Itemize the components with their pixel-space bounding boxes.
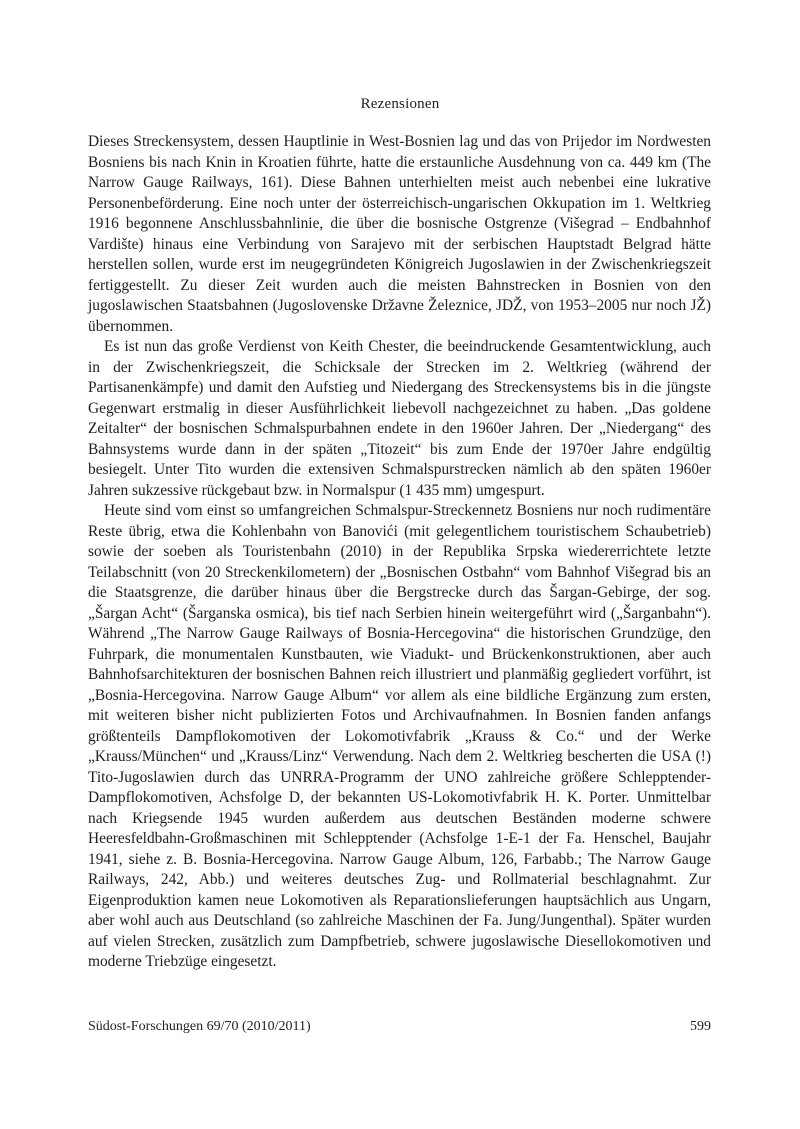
paragraph-3: Heute sind vom einst so umfangreichen Schmalspur-Streckennetz Bosniens nur noch rudimentäre Reste übrig, etwa die Kohlenbahn von Banovići (mit gelegentlichem touristischem Schaubetrieb) sowie der soeben als Touristenbahn (2010) in der Republika Srpska wiedererrichtete letzte Teilabschnitt (von 20 Streckenkilometern) der „Bosnischen Ostbahn“ vom Bahnhof Višegrad bis an die Staatsgrenze, die darüber hinaus über die Bergstrecke durch das Šargan-Gebirge, der sog. „Šargan Acht“ (Šarganska osmica), bis tief nach Serbien hinein weitergeführt wird („Šarganbahn“). Während „The Narrow Gauge Railways of Bosnia-Hercegovina“ die historischen Grundzüge, den Fuhrpark, die monumentalen Kunstbauten, wie Viadukt- und Brückenkonstruktionen, aber auch Bahnhofsarchitekturen der bosnischen Bahnen reich illustriert und planmäßig gegliedert vorführt, ist „Bosnia-Hercegovina. Narrow Gauge Album“ vor allem als eine bildliche Ergänzung zum ersten, mit weiteren bisher nicht publizierten Fotos und Archivaufnahmen. In Bosnien fanden anfangs größtenteils Dampflokomotiven der Lokomotivfabrik „Krauss & Co.“ und der Werke „Krauss/München“ und „Krauss/Linz“ Verwendung. Nach dem 2. Weltkrieg bescherten die USA (!) Tito-Jugoslawien durch das UNRRA-Programm der UNO zahlreiche größere Schlepptender-Dampflokomotiven, Achsfolge D, der bekannten US-Lokomotivfabrik H. K. Porter. Unmittelbar nach Kriegsende 1945 wurden außerdem aus deutschen Beständen moderne schwere Heeresfeldbahn-Großmaschinen mit Schlepptender (Achsfolge 1-E-1 der Fa. Henschel, Baujahr 1941, siehe z. B. Bosnia-Hercegovina. Narrow Gauge Album, 126, Farbabb.; The Narrow Gauge Railways, 242, Abb.) und weiteres deutsches Zug- und Rollmaterial beschlagnahmt. Zur Eigenproduktion kamen neue Lokomotiven als Reparationslieferungen hauptsächlich aus Ungarn, aber wohl auch aus Deutschland (so zahlreiche Maschinen der Fa. Jung/Jungenthal). Später wurden auf vielen Strecken, zusätzlich zum Dampfbetrieb, schwere jugoslawische Diesellokomotiven und moderne Triebzüge eingesetzt. [88, 502, 711, 970]
paragraph-1: Dieses Streckensystem, dessen Hauptlinie in West-Bosnien lag und das von Prijedor im Nordwesten Bosniens bis nach Knin in Kroatien führte, hatte die erstaunliche Ausdehnung von ca. 449 km (The Narrow Gauge Railways, 161). Diese Bahnen unterhielten meist auch nebenbei eine lukrative Personenbeförderung. Eine noch unter der österreichisch-ungarischen Okkupation im 1. Weltkrieg 1916 begonnene Anschlussbahnlinie, die über die bosnische Ostgrenze (Višegrad – Endbahnhof Vardište) hinaus eine Verbindung von Sarajevo mit der serbischen Hauptstadt Belgrad hätte herstellen sollen, wurde erst im neugegründeten Königreich Jugoslawien in der Zwischenkriegszeit fertiggestellt. Zu dieser Zeit wurden auch die meisten Bahnstrecken in Bosnien von den jugoslawischen Staatsbahnen (Jugoslovenske Državne Železnice, JDŽ, von 1953–2005 nur noch JŽ) übernommen. [88, 133, 711, 335]
page-number: 599 [690, 1019, 711, 1034]
body-text [88, 132, 711, 973]
running-title: Rezensionen [360, 96, 440, 112]
paragraph-2: Es ist nun das große Verdienst von Keith Chester, die beeindruckende Gesamtentwicklung, auch in der Zwischenkriegszeit, die Schicksale der Strecken im 2. Weltkrieg (während der Partisanenkämpfe) und damit den Aufstieg und Niedergang des Streckensystems bis in die jüngste Gegenwart erstmalig in dieser Ausführlichkeit liebevoll nachgezeichnet zu haben. „Das goldene Zeitalter“ der bosnischen Schmalspurbahnen endete in den 1960er Jahren. Der „Niedergang“ des Bahnsystems wurde dann in der späten „Titozeit“ bis zum Ende der 1970er Jahre endgültig besiegelt. Unter Tito wurden die extensiven Schmalspurstrecken nämlich ab den späten 1960er Jahren sukzessive rückgebaut bzw. in Normalspur (1 435 mm) umgespurt. [88, 338, 711, 499]
journal-citation: Südost-Forschungen 69/70 (2010/2011) [88, 1019, 311, 1034]
